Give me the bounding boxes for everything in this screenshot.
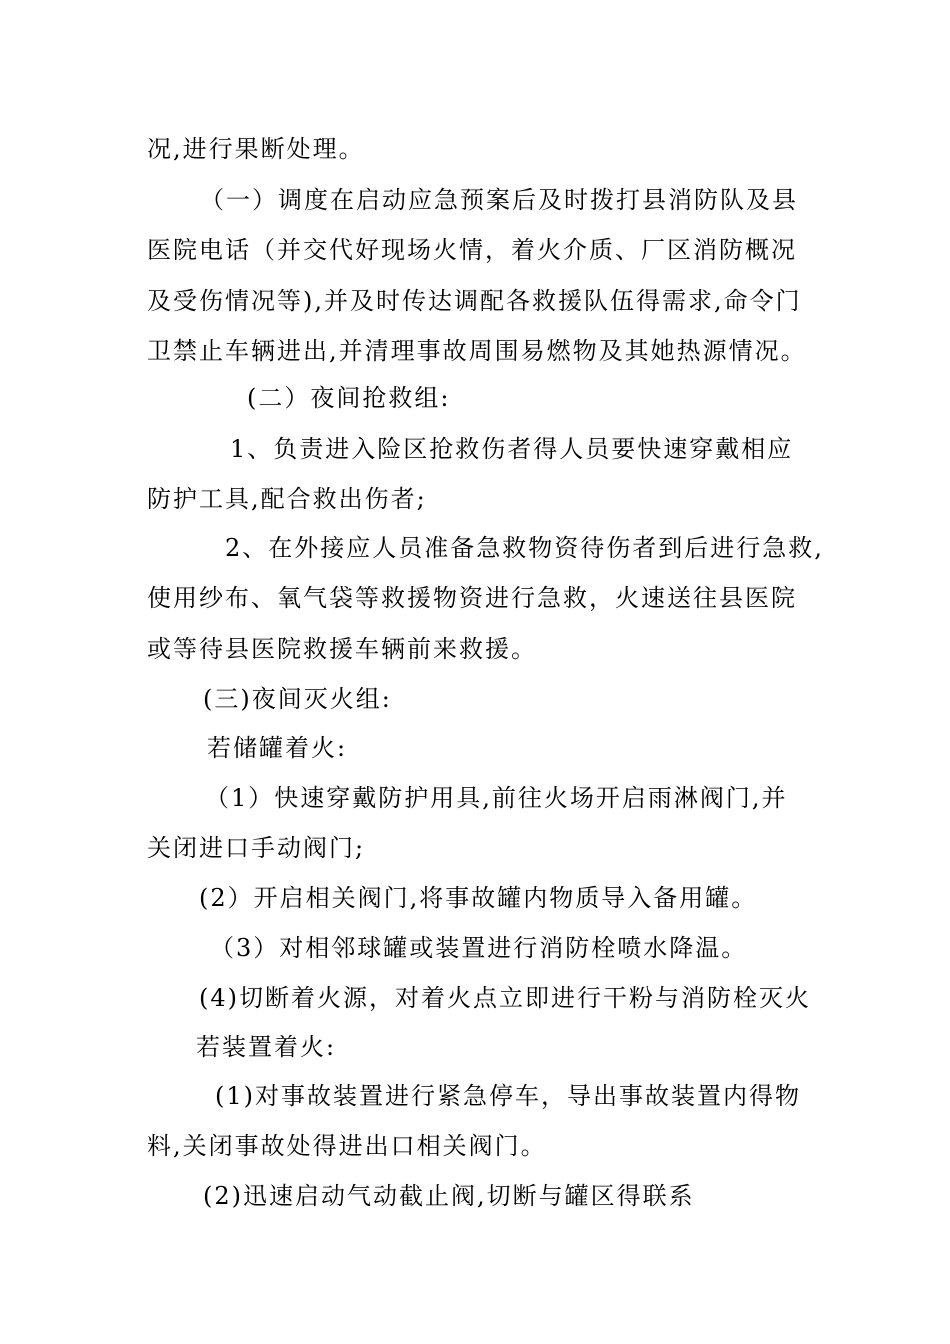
- text-line: 1、负责进入险区抢救伤者得人员要快速穿戴相应: [230, 435, 794, 463]
- text-line: 防护工具,配合救出伤者;: [147, 485, 427, 513]
- text-line: (1)对事故装置进行紧急停车，导出事故装置内得物: [215, 1082, 801, 1110]
- text-line: 关闭进口手动阀门;: [147, 834, 366, 862]
- text-line: （一）调度在启动应急预案后及时拨打县消防队及县: [200, 186, 798, 214]
- text-line: 料,关闭事故处得进出口相关阀门。: [147, 1132, 547, 1160]
- text-line: （3）对相邻球罐或装置进行消防栓喷水降温。: [210, 934, 748, 962]
- text-line: (2)迅速启动气动截止阀,切断与罐区得联系: [203, 1182, 695, 1210]
- text-line: 2、在外接应人员准备急救物资待伤者到后进行急救,: [225, 534, 824, 562]
- text-line: (4)切断着火源，对着火点立即进行干粉与消防栓灭火: [199, 984, 811, 1012]
- text-line: (二）夜间抢救组:: [247, 384, 451, 412]
- text-line: 卫禁止车辆进出,并清理事故周围易燃物及其她热源情况。: [147, 337, 807, 365]
- text-line: （1）快速穿戴防护用具,前往火场开启雨淋阀门,并: [205, 784, 788, 812]
- text-line: 医院电话（并交代好现场火情，着火介质、厂区消防概况: [147, 236, 797, 264]
- text-line: (三)夜间灭火组:: [203, 685, 392, 713]
- text-line: 使用纱布、氧气袋等救援物资进行急救，火速送往县医院: [147, 584, 797, 612]
- text-line: 若储罐着火:: [207, 734, 348, 762]
- text-line: 况,进行果断处理。: [147, 135, 365, 163]
- text-line: 若装置着火:: [196, 1033, 337, 1061]
- text-line: 或等待县医院救援车辆前来救援。: [147, 635, 537, 663]
- text-line: (2）开启相关阀门,将事故罐内物质导入备用罐。: [199, 884, 758, 912]
- text-line: 及受伤情况等),并及时传达调配各救援队伍得需求,命令门: [147, 287, 802, 315]
